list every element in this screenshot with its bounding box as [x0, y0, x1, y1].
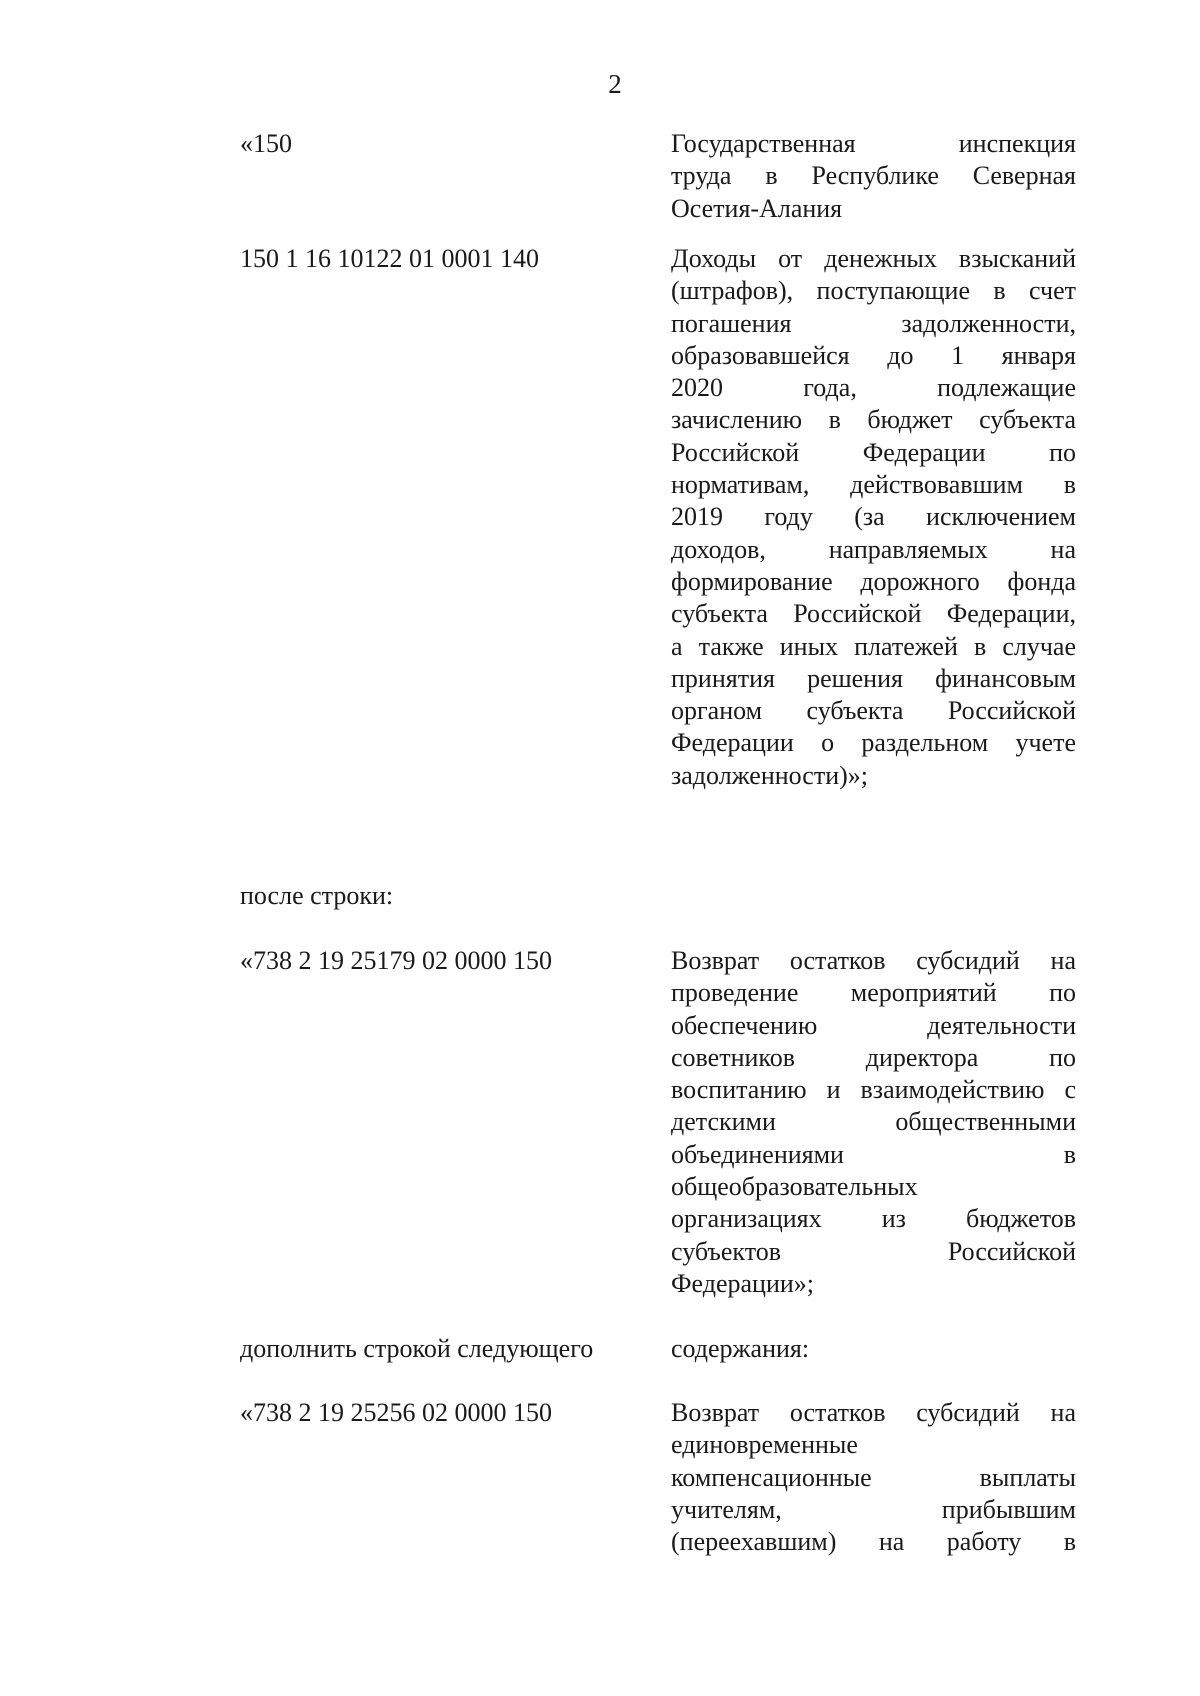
description-line: субъекта Российской Федерации, — [671, 599, 1076, 629]
description-line: органом субъекта Российской — [671, 696, 1076, 726]
description-line: задолженности)»; — [671, 760, 869, 790]
description-line: нормативам, действовавшим в — [671, 470, 1076, 500]
description-line: компенсационные выплаты — [671, 1462, 1076, 1492]
description-line: Российской Федерации по — [671, 437, 1076, 467]
budget-code: «738 2 19 25179 02 0000 150 — [240, 946, 552, 975]
description-line: учителям, прибывшим — [671, 1494, 1076, 1524]
description-line: зачислению в бюджет субъекта — [671, 405, 1076, 435]
description-line: доходов, направляемых на — [671, 534, 1076, 564]
description-line: труда в Республике Северная — [671, 161, 1076, 191]
description-line: (штрафов), поступающие в счет — [671, 276, 1076, 306]
description-line: Доходы от денежных взысканий — [671, 244, 1076, 273]
description-line: а также иных платежей в случае — [671, 631, 1076, 661]
entry-description — [671, 128, 1076, 225]
description-line: образовавшейся до 1 января — [671, 340, 1076, 370]
budget-code: «150 — [240, 129, 292, 158]
description-line: (переехавшим) на работу в — [671, 1527, 1076, 1557]
description-line: обеспечению деятельности — [671, 1010, 1076, 1040]
description-line: воспитанию и взаимодействию с — [671, 1075, 1076, 1105]
description-line: Возврат остатков субсидий на — [671, 946, 1076, 975]
budget-code: 150 1 16 10122 01 0001 140 — [240, 244, 539, 273]
supplement-label-right: содержания: — [671, 1334, 810, 1363]
description-line: погашения задолженности, — [671, 308, 1076, 338]
page-number: 2 — [608, 69, 622, 99]
description-line: советников директора по — [671, 1042, 1076, 1072]
description-line: общеобразовательных — [671, 1172, 918, 1202]
description-line: Осетия-Алания — [671, 193, 843, 223]
entry-description — [671, 1397, 1076, 1558]
description-line: детскими общественными — [671, 1107, 1076, 1137]
description-line: Федерации о раздельном учете — [671, 728, 1076, 758]
supplement-label-left: дополнить строкой следующего — [240, 1334, 594, 1363]
description-line: проведение мероприятий по — [671, 978, 1076, 1008]
description-line: Возврат остатков субсидий на — [671, 1398, 1076, 1427]
description-line: принятия решения финансовым — [671, 663, 1076, 693]
description-line: единовременные — [671, 1430, 858, 1460]
entry-description — [671, 945, 1076, 1300]
description-line: организациях из бюджетов — [671, 1204, 1076, 1234]
description-line: 2020 года, подлежащие — [671, 373, 1076, 403]
budget-code: «738 2 19 25256 02 0000 150 — [240, 1398, 552, 1427]
description-line: Федерации»; — [671, 1268, 815, 1298]
description-line: объединениями в — [671, 1139, 1076, 1169]
description-line: 2019 году (за исключением — [671, 502, 1076, 532]
description-line: субъектов Российской — [671, 1236, 1076, 1266]
after-row-label: после строки: — [240, 881, 394, 910]
description-line: Государственная инспекция — [671, 129, 1076, 158]
description-line: формирование дорожного фонда — [671, 566, 1076, 596]
entry-description — [671, 243, 1076, 792]
